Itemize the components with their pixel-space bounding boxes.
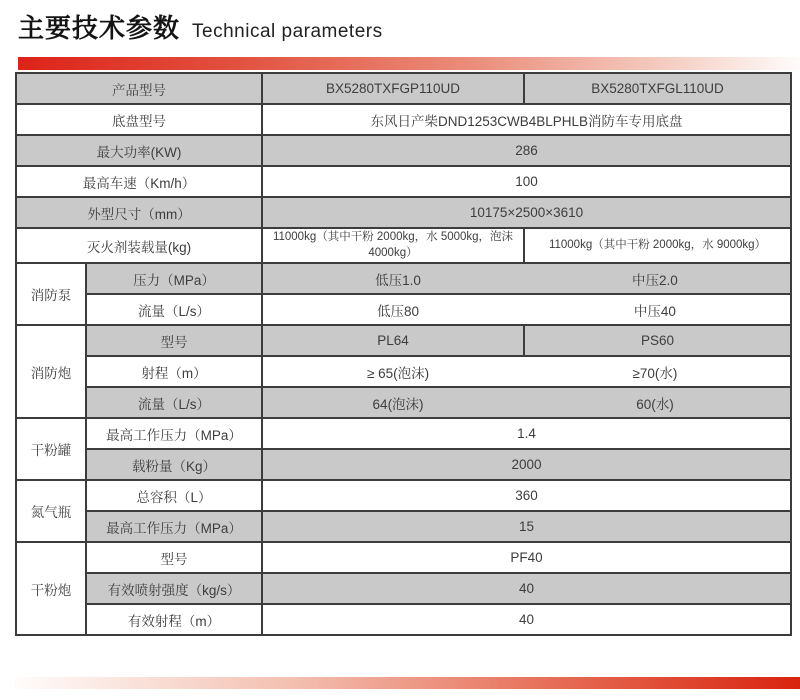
- group-label-nitrogen-bottle: 氮气瓶: [16, 480, 86, 542]
- table-row-powder-monitor-model: [16, 542, 791, 573]
- param-value: 东风日产柴DND1253CWB4BLPHLB消防车专用底盘: [262, 104, 791, 135]
- param-value: 286: [262, 135, 791, 166]
- table-row-tank-pressure: [16, 418, 791, 449]
- param-value: PF40: [262, 542, 791, 573]
- param-value-right: PS60: [524, 325, 791, 356]
- param-value-left: ≥ 65(泡沫): [366, 365, 430, 381]
- param-value: 10175×2500×3610: [262, 197, 791, 228]
- param-value-left: 11000kg（其中干粉 2000kg，水 5000kg，泡沫 4000kg）: [262, 228, 524, 263]
- param-label: 射程（m）: [86, 356, 262, 387]
- bottom-divider-bar: [15, 677, 800, 689]
- param-label: 最高车速（Km/h）: [16, 166, 262, 197]
- param-value: 15: [262, 511, 791, 542]
- param-value-right: 11000kg（其中干粉 2000kg，水 9000kg）: [524, 228, 791, 263]
- table-row-powder-monitor-range: [16, 604, 791, 635]
- param-value-pair: [262, 356, 791, 387]
- param-label: 最大功率(KW): [16, 135, 262, 166]
- param-value-right: BX5280TXFGL110UD: [524, 73, 791, 104]
- param-value-left: 低压1.0: [375, 272, 421, 288]
- param-label: 产品型号: [16, 73, 262, 104]
- param-value: 2000: [262, 449, 791, 480]
- param-value: 40: [262, 604, 791, 635]
- param-value-right: ≥70(水): [632, 365, 678, 381]
- table-row-max-power: [16, 135, 791, 166]
- param-value-right: 中压2.0: [632, 272, 678, 288]
- param-value-pair: [262, 294, 791, 325]
- param-value-left: 64(泡沫): [372, 396, 424, 412]
- table-row-max-speed: [16, 166, 791, 197]
- page-header: [18, 8, 383, 45]
- table-row-bottle-pressure: [16, 511, 791, 542]
- table-row-product-model: [16, 73, 791, 104]
- table-row-powder-monitor-rate: [16, 573, 791, 604]
- param-label: 总容积（L）: [86, 480, 262, 511]
- table-row-chassis-model: [16, 104, 791, 135]
- table-row-dimensions: [16, 197, 791, 228]
- param-label: 流量（L/s）: [86, 387, 262, 418]
- group-label-powder-tank: 干粉罐: [16, 418, 86, 480]
- param-label: 灭火剂装载量(kg): [16, 228, 262, 263]
- param-value: 40: [262, 573, 791, 604]
- top-divider-bar: [18, 57, 800, 70]
- param-label: 有效射程（m）: [86, 604, 262, 635]
- param-label: 载粉量（Kg）: [86, 449, 262, 480]
- table-row-bottle-volume: [16, 480, 791, 511]
- param-label: 外型尺寸（mm）: [16, 197, 262, 228]
- technical-parameters-table: [15, 72, 792, 636]
- param-label: 压力（MPa）: [86, 263, 262, 294]
- group-label-fire-pump: 消防泵: [16, 263, 86, 325]
- param-value-left: PL64: [262, 325, 524, 356]
- param-value: 100: [262, 166, 791, 197]
- table-row-monitor-flow: [16, 387, 791, 418]
- param-value-right: 中压40: [633, 303, 676, 319]
- group-label-fire-monitor: 消防炮: [16, 325, 86, 418]
- param-value: 360: [262, 480, 791, 511]
- param-value-pair: [262, 387, 791, 418]
- table-row-pump-pressure: [16, 263, 791, 294]
- table-row-monitor-range: [16, 356, 791, 387]
- page-title: 主要技术参数: [18, 13, 181, 43]
- table-row-tank-load: [16, 449, 791, 480]
- table-row-pump-flow: [16, 294, 791, 325]
- param-label: 底盘型号: [16, 104, 262, 135]
- param-label: 有效喷射强度（kg/s）: [86, 573, 262, 604]
- group-label-powder-monitor: 干粉炮: [16, 542, 86, 635]
- param-label: 最高工作压力（MPa）: [86, 418, 262, 449]
- param-value-right: 60(水): [636, 396, 674, 412]
- param-label: 流量（L/s）: [86, 294, 262, 325]
- param-value: 1.4: [262, 418, 791, 449]
- page-subtitle: Technical parameters: [192, 21, 383, 42]
- param-value-pair: [262, 263, 791, 294]
- param-label: 型号: [86, 325, 262, 356]
- param-value-left: BX5280TXFGP110UD: [262, 73, 524, 104]
- table-row-monitor-model: [16, 325, 791, 356]
- table-row-agent-load: [16, 228, 791, 263]
- param-label: 型号: [86, 542, 262, 573]
- param-label: 最高工作压力（MPa）: [86, 511, 262, 542]
- param-value-left: 低压80: [377, 303, 420, 319]
